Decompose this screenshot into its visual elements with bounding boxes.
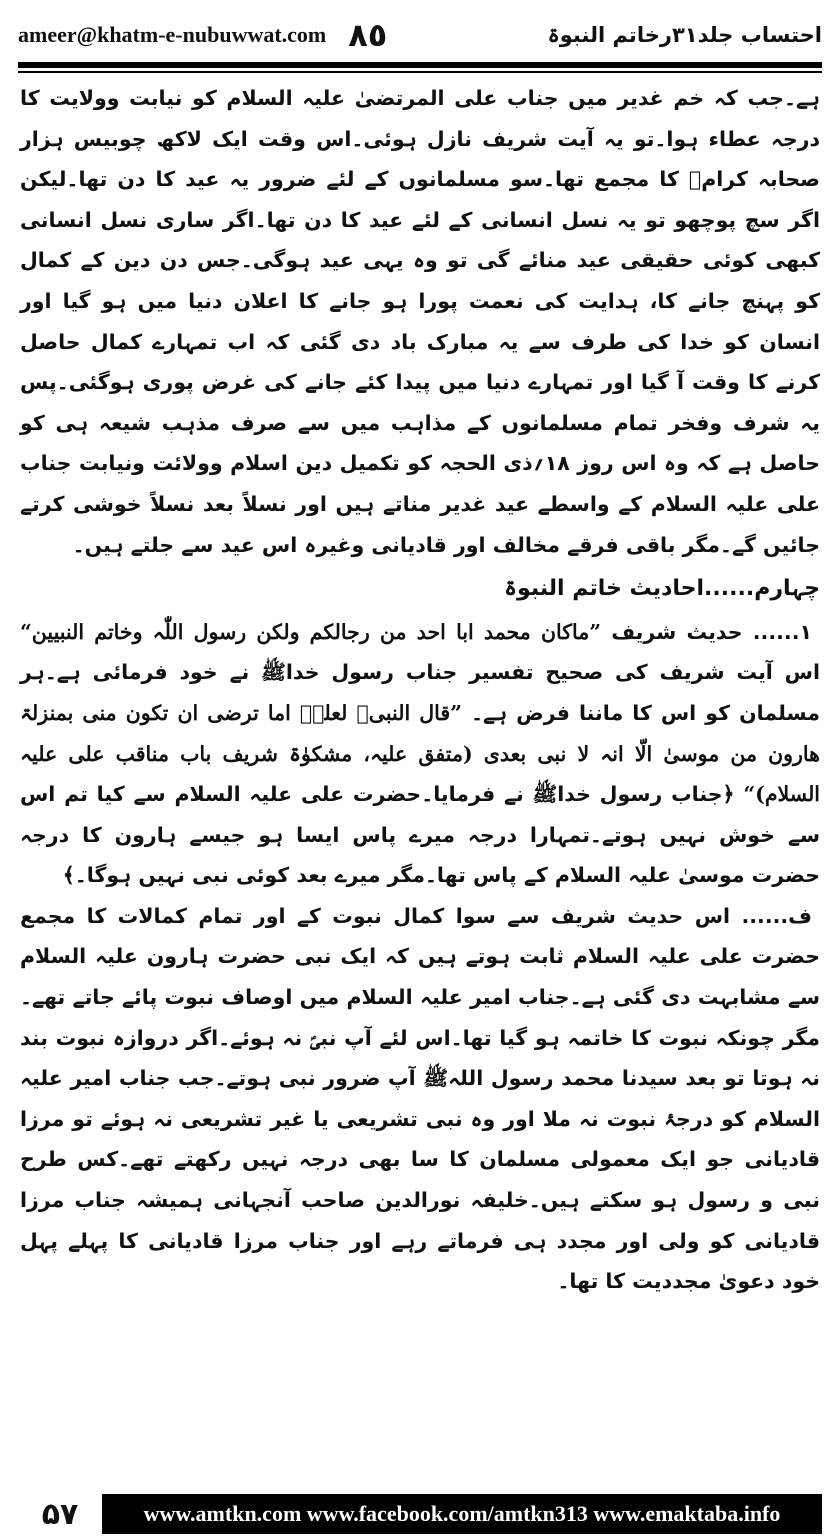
page-footer: [18, 1494, 822, 1534]
section-heading: چہارم......احادیث خاتم النبوۃ: [504, 576, 820, 602]
header-page-number: ٨٥: [348, 16, 388, 54]
header-email: ameer@khatm-e-nubuwwat.com: [18, 22, 327, 47]
commentary-text: اس حدیث شریف سے سوا کمال نبوت کے اور تمام کمالات کا مجمع حضرت علی علیہ السلام ثابت ہوتے ہیں کہ ایک نبی حضرت ہارون علیہ السلام سے مشابہت دی گئی ہے۔جناب امیر علیہ السلام میں اوصاف نبوت پائے جاتے تھے۔مگر چونکہ نبوت کا خاتمہ ہو گیا تھا۔اس لئے آپ نبیؑ نہ ہوئے۔اگر دروازہ نبوت بند نہ ہوتا تو بعد سیدنا محمد رسول اللہﷺ آپ ضرور نبی ہوتے۔جب جناب امیر علیہ السلام کو درجۂ نبوت نہ ملا اور وہ نبی تشریعی یا غیر تشریعی نہ ہوئے تو مرزا قادیانی جو ایک معمولی مسلمان کا سا بھی درجہ نہیں رکھتے تھے۔کس طرح نبی و رسول ہو سکتے ہیں۔خلیفہ نورالدین صاحب آنجہانی ہمیشہ جناب مرزا قادیانی کو ولی اور مجدد ہی فرماتے رہے اور جناب مرزا قادیانی کا پہلے پہل خود دعویٰ مجددیت کا تھا۔: [20, 903, 820, 1294]
hadith-translation: ﴿جناب رسول خداﷺ نے فرمایا۔حضرت علی علیہ السلام سے کیا تم اس سے خوش نہیں ہوتے۔تمہارا درجہ میرے پاس ایسا ہو جیسے ہارون کا درجہ حضرت موسیٰ علیہ السلام کے پاس تھا۔مگر میرے بعد کوئی نبی نہیں ہوگا۔﴾: [20, 782, 820, 888]
hadith-lead: حدیث شریف: [611, 619, 743, 644]
hadith-number: ۱......: [752, 619, 812, 644]
hadith-quote-arabic: ”قال النبیﷺ لعلیؓ اما ترضی ان تکون منی بمنزلۃ ھارون من موسیٰ الّا انہ لا نبی بعدی (متفق علیہ، مشکوٰۃ شریف باب مناقب علی علیہ السلام)“: [20, 700, 821, 807]
footer-links: www.amtkn.com www.facebook.com/amtkn313 www.emaktaba.info: [102, 1494, 822, 1534]
footer-page-number: ۵۷: [41, 1496, 79, 1532]
header-book-title: احتساب جلد۳۱رخاتم النبوۃ: [547, 23, 822, 47]
page-body: [20, 78, 820, 1302]
header-left: [18, 16, 387, 54]
page-header: [18, 14, 822, 56]
header-rule-thick: [18, 62, 822, 68]
commentary-paragraph: [20, 896, 820, 1302]
header-rule-thin: [18, 71, 822, 73]
paragraph-ghadir: ہے۔جب کہ خم غدیر میں جناب علی المرتضیٰ علیہ السلام کو نیابت وولایت کا درجہ عطاء ہوا۔تو یہ آیت شریف نازل ہوئی۔اس وقت ایک لاکھ چوبیس ہزار صحابہ کرامؓ کا مجمع تھا۔سو مسلمانوں کے لئے ضرور یہ عید کا دن تھا۔لیکن اگر سچ پوچھو تو یہ نسل انسانی کے لئے عید کا دن تھا۔اگر ساری نسل انسانی کبھی کوئی حقیقی عید منائے گی تو وہ یہی عید ہوگی۔جس دن دین کے کمال کو پہنچ جانے کا، ہدایت کی نعمت پورا ہو جانے کا اعلان دنیا میں ہو گیا اور انسان کو خدا کی طرف سے یہ مبارک باد دی گئی کہ اب تمہارے کمال حاصل کرنے کا وقت آ گیا اور تمہارے دنیا میں پیدا کئے جانے کی غرض پوری ہوگئی۔پس یہ شرف وفخر تمام مسلمانوں کے مذاہب میں سے صرف مذہب شیعہ ہی کو حاصل ہے کہ وہ اس روز ۱۸؍ذی الحجہ کو تکمیل دین اسلام وولائت ونیابت جناب علی علیہ السلام کے واسطے عید غدیر مناتے ہیں اور نسلاً بعد نسلاً خوشی کرتے جائیں گے۔مگر باقی فرقے مخالف اور قادیانی وغیرہ اس عید سے جلتے ہیں۔: [20, 86, 820, 557]
hadith-1: [20, 612, 820, 896]
hadith-text-1: اس آیت شریف کی صحیح تفسیر جناب رسول خداﷺ نے خود فرمائی ہے۔ہر مسلمان کو اس کا ماننا فرض ہے۔: [20, 660, 820, 725]
commentary-lead: ف......: [741, 903, 812, 928]
hadith-quote-verse: ”ماکان محمد ابا احد من رجالکم ولکن رسول اللّٰہ وخاتم النبیین“: [20, 619, 602, 644]
